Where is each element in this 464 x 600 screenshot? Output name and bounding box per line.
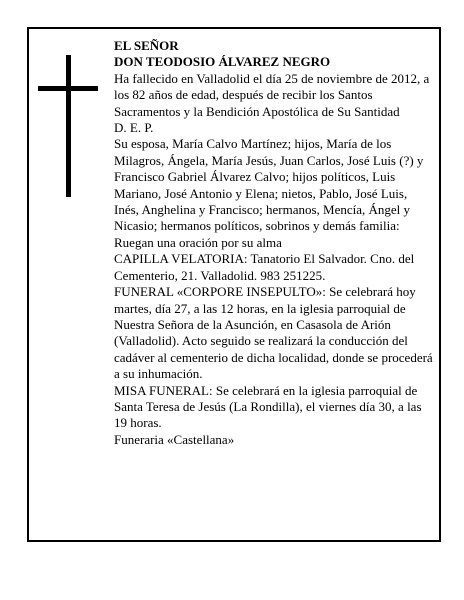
mass-info: MISA FUNERAL: Se celebrará en la iglesia parroquial de Santa Teresa de Jesús (La Rondilla), el viernes día 30, a las 19 horas. xyxy=(114,382,422,431)
chapel-info: CAPILLA VELATORIA: Tanatorio El Salvador. Cno. del Cementerio, 21. Valladolid. 983 251225. xyxy=(114,251,415,283)
family-list: Su esposa, María Calvo Martínez; hijos, María de los Milagros, Ángela, María Jesús, Juan Carlos, José Luis (?) y Francisco Gabriel Álvarez Calvo; hijos políticos, Luis Mariano, José Antonio y Elena; nietos, Pablo, José Luis, Inés, Anghelina y Francisco; hermanos, Mencía, Ángel y Nicasio; hermanos políticos, sobrinos y demás familia: xyxy=(114,136,424,234)
cross-horizontal-bar xyxy=(38,86,98,91)
funeral-info: FUNERAL «CORPORE INSEPULTO»: Se celebrará hoy martes, día 27, a las 12 horas, en la iglesia parroquial de Nuestra Señora de la Asunción, en Casasola de Arión (Valladolid). Acto seguido se realizará la conducción del cadáver al cementerio de dicha localidad, donde se procederá a su inhumación. xyxy=(114,284,433,382)
notice-text xyxy=(114,38,434,448)
funeral-home: Funeraria «Castellana» xyxy=(114,431,235,447)
cross-vertical-bar xyxy=(66,55,71,197)
death-announcement: Ha fallecido en Valladolid el día 25 de noviembre de 2012, a los 82 años de edad, después de recibir los Santos Sacramentos y la Bendición Apostólica de Su Santidad xyxy=(114,70,430,119)
rip-line: D. E. P. xyxy=(114,120,154,136)
deceased-name: DON TEODOSIO ÁLVAREZ NEGRO xyxy=(114,54,331,70)
cross-icon xyxy=(38,55,98,197)
notice-title-line1: EL SEÑOR xyxy=(114,38,179,53)
prayer-request: Ruegan una oración por su alma xyxy=(114,234,282,250)
